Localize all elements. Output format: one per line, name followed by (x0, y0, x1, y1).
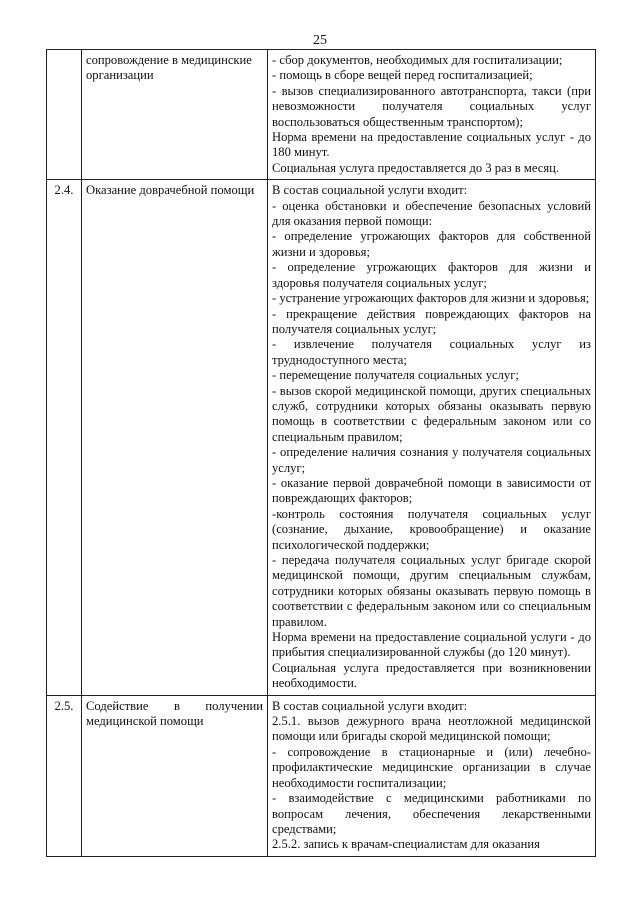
description-line: - перемещение получателя социальных услуг; (272, 368, 519, 383)
service-name (82, 50, 268, 180)
description-line: - вызов скорой медицинской помощи, других специальных служб, сотрудники которых обязаны оказывать первую помощь в соответствии с федеральным законом или со специальным правилом; (272, 383, 591, 444)
description-line: - определение угрожающих факторов для собственной жизни и здоровья; (272, 229, 591, 259)
service-name-text: Оказание доврачебной помощи (86, 183, 255, 198)
description-line: 2.5.1. вызов дежурного врача неотложной медицинской помощи или бригады скорой медицинской помощи; (272, 714, 591, 744)
row-number: 2.4. (47, 180, 82, 695)
table-row (47, 50, 596, 180)
description-line: - устранение угрожающих факторов для жизни и здоровья; (272, 291, 590, 306)
table-row (47, 695, 596, 856)
service-name (82, 695, 268, 856)
description-line: - определение угрожающих факторов для жизни и здоровья получателя социальных услуг; (272, 260, 591, 290)
description-line: -контроль состояния получателя социальных услуг (сознание, дыхание, кровообращение) и оказание психологической поддержки; (272, 506, 591, 552)
description-line: Норма времени на предоставление социальных услуг - до 180 минут. (272, 130, 591, 160)
description-line: - извлечение получателя социальных услуг из труднодоступного места; (272, 337, 591, 367)
description-line: 2.5.2. запись к врачам-специалистам для оказания (272, 837, 540, 852)
description-line: - оценка обстановки и обеспечение безопасных условий для оказания первой помощи: (272, 198, 591, 229)
description-line: Норма времени на предоставление социальной услуги - до прибытия специализированной службы (до 120 минут). (272, 630, 591, 660)
description-line: - вызов специализированного автотранспорта, такси (при невозможности получателя социальных услуг воспользоваться общественным транспортом); (272, 83, 591, 129)
service-description (268, 180, 596, 695)
service-name-text: сопровождение в медицинские организации (86, 53, 252, 83)
description-line: В состав социальной услуги входит: (272, 183, 468, 198)
description-line: - определение наличия сознания у получателя социальных услуг; (272, 445, 591, 475)
services-table (46, 49, 596, 857)
description-line: - сбор документов, необходимых для госпитализации; (272, 53, 563, 67)
service-description (268, 50, 596, 180)
page-number: 25 (313, 33, 327, 48)
description-line: Социальная услуга предоставляется до 3 раз в месяц. (272, 160, 560, 175)
description-line: - взаимодействие с медицинскими работниками по вопросам лечения, обеспечения лекарственными средствами; (272, 791, 591, 836)
service-name-text: Содействие в получении медицинской помощи (86, 698, 263, 729)
table-row (47, 180, 596, 695)
description-line: - передача получателя социальных услуг бригаде скорой медицинской помощи, другим специальным службам, сотрудники которых обязаны оказывать первую помощь в соответствии с федеральным законом или со специальным правилом. (272, 553, 591, 629)
description-line: Социальная услуга предоставляется при возникновении необходимости. (272, 660, 591, 691)
service-name (82, 180, 268, 695)
description-line: В состав социальной услуги входит: (272, 698, 468, 713)
row-number: 2.5. (47, 695, 82, 856)
description-line: - сопровождение в стационарные и (или) лечебно-профилактические медицинские организации в случае необходимости госпитализации; (272, 744, 591, 790)
description-line: - прекращение действия повреждающих факторов на получателя социальных услуг; (272, 306, 591, 336)
row-number (47, 50, 82, 180)
service-description (268, 695, 596, 856)
description-line: - оказание первой доврачебной помощи в зависимости от повреждающих факторов; (272, 475, 591, 506)
description-line: - помощь в сборе вещей перед госпитализацией; (272, 68, 533, 83)
